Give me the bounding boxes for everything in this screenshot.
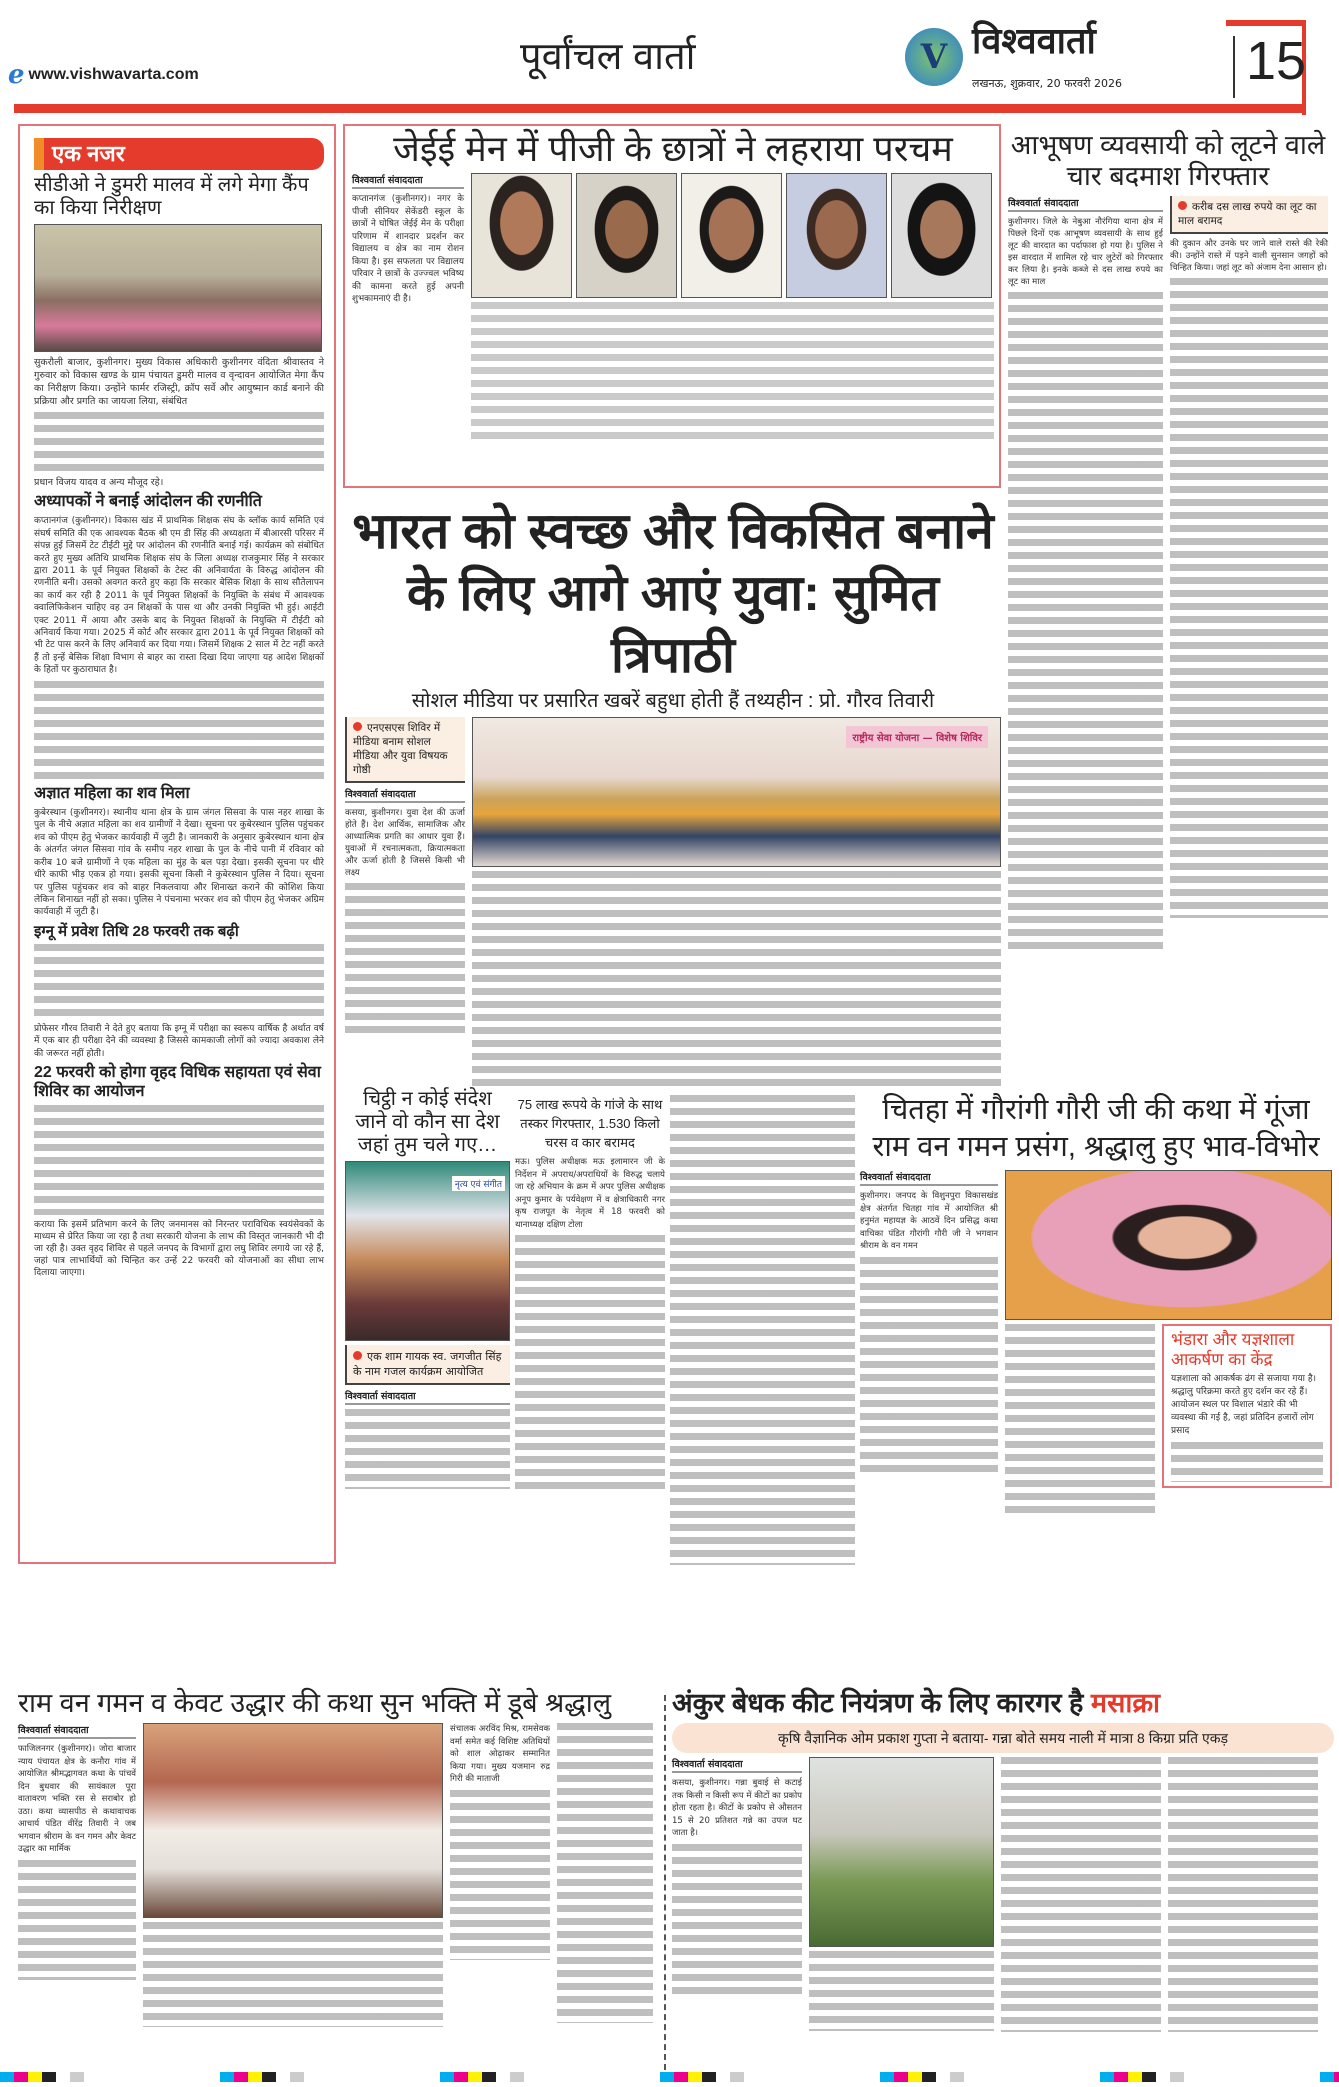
story-text: कसया, कुशीनगर। युवा देश की ऊर्जा होते हैं। देश आर्थिक, सामाजिक और आध्यात्मिक प्रगति का आधार युवा हैं। युवाओं में रचनात्मकता, क्रियात्मकता और ऊर्जा होती है जिससे किसी भी लक्ष्य	[345, 808, 465, 878]
story-text-lines	[34, 681, 324, 781]
highlight-box: एनएसएस शिविर में मीडिया बनाम सोशल मीडिया और युवा विषयक गोष्ठी	[345, 717, 465, 783]
bullet-icon	[353, 722, 362, 731]
headline: चिट्ठी न कोई संदेश जाने वो कौन सा देश जहां तुम चले गए…	[355, 1088, 500, 1156]
print-color-bar	[0, 2072, 1339, 2082]
story-text-lines	[345, 1409, 510, 1489]
story-text: प्रोफेसर गौरव तिवारी ने देते हुए बताया कि इग्नू में परीक्षा का स्वरूप वार्षिक है अर्थात वर्ष में एक बार ही परीक्षा देने की व्यवस्था है जिससे कामकाजी लोगों को ज्यादा अवकाश लेने की जरूरत नहीं होती।	[34, 1023, 324, 1059]
highlight-box: एक शाम गायक स्व. जगजीत सिंह के नाम गजल कार्यक्रम आयोजित	[345, 1345, 510, 1385]
headline: राम वन गमन व केवट उद्धार की कथा सुन भक्ति में डूबे श्रद्धालु	[18, 1688, 612, 1718]
headline: अध्यापकों ने बनाई आंदोलन की रणनीति	[34, 493, 262, 510]
lead-headline: भारत को स्वच्छ और विकसित बनाने के लिए आगे आएं युवा: सुमित त्रिपाठी	[352, 503, 994, 683]
story-text: संचालक अरविंद मिश्र, रामसेवक वर्मा समेत कई विशिष्ट अतिथियों को शाल ओढ़ाकर सम्मानित किया गया। मुख्य यजमान रुद्र गिरी की माताजी	[450, 1724, 550, 1785]
byline: विश्ववार्ता संवाददाता	[672, 1757, 802, 1773]
story-text-lines	[1170, 278, 1328, 918]
byline: विश्ववार्ता संवाददाता	[345, 787, 465, 803]
headline: अज्ञात महिला का शव मिला	[34, 784, 190, 802]
ghazal-event-photo	[345, 1161, 510, 1341]
byline: विश्ववार्ता संवाददाता	[352, 173, 464, 189]
ganja-story	[515, 1095, 665, 1495]
byline: विश्ववार्ता संवाददाता	[1008, 196, 1163, 212]
story-text-lines	[1005, 1324, 1155, 1514]
story-text-lines	[345, 883, 465, 1033]
story-text-lines	[1001, 1757, 1161, 2032]
brand-logo-icon: V	[905, 28, 963, 86]
story-text-lines	[472, 871, 1001, 1086]
headline: सीडीओ ने डुमरी मालव में लगे मेगा कैंप का किया निरीक्षण	[34, 174, 309, 219]
story-text-lines	[860, 1257, 998, 1477]
story-text-lines	[143, 1922, 443, 2027]
story-text: सुकरौली बाजार, कुशीनगर। मुख्य विकास अधिकारी कुशीनगर वंदिता श्रीवास्तव ने गुरुवार को विकास खण्ड के ग्राम पंचायत डुमरी मालव व वृन्दावन आयोजित मेगा कैंप का निरीक्षण किया। उन्होंने फार्मर रजिस्ट्री, क्रॉप सर्वे और आयुष्मान कार्ड बनाने की प्रक्रिया और प्रगति का जायजा लिया, संबंधित	[34, 357, 324, 407]
robbery-story	[1008, 130, 1328, 952]
left-column	[34, 138, 324, 1279]
page-number-box	[1226, 20, 1306, 115]
student-photo	[471, 173, 572, 298]
brand-name: विश्ववार्ता	[972, 20, 1096, 61]
student-photo	[891, 173, 992, 298]
website-link[interactable]: e www.vishwavarta.com	[8, 60, 199, 90]
story-text-lines	[1171, 1442, 1323, 1482]
scientist-photo	[809, 1757, 994, 1947]
bullet-icon	[1178, 201, 1187, 210]
story-text: प्रधान विजय यादव व अन्य मौजूद रहे।	[34, 477, 164, 488]
sidebar-headline: भंडारा और यज्ञशाला आकर्षण का केंद्र	[1171, 1330, 1295, 1369]
story-text-lines	[515, 1235, 665, 1495]
story-text-lines	[1008, 292, 1163, 952]
story-text: कसया, कुशीनगर। गन्ना बुवाई से कटाई तक किसी न किसी रूप में कीटों का प्रकोप होता रहता है। कीटों के प्रकोप से औसतन 15 से 20 प्रतिशत गन्ने का उपज घट जाता है।	[672, 1778, 802, 1839]
banner-text: नृत्य एवं संगीत	[452, 1176, 505, 1191]
headline: 22 फरवरी को होगा वृहद विधिक सहायता एवं सेवा शिविर का आयोजन	[34, 1064, 321, 1100]
story-text: मऊ। पुलिस अधीक्षक मऊ इलामारन जी के निर्देशन में अपराध/अपराधियों के विरुद्ध चलाये जा रहे अभियान के क्रम में अपर पुलिस अधीक्षक अनूप कुमार के पर्यवेक्षण में व क्षेत्राधिकारी नगर कृष राजपूत के नेतृत्व में 18 फरवरी को थानाध्यक्ष दक्षिण टोला	[515, 1157, 665, 1230]
header-rule	[14, 104, 1306, 113]
story-text: फाजिलनगर (कुशीनगर)। जोरा बाजार न्याय पंचायत क्षेत्र के कनौरा गांव में आयोजित श्रीमद्भागवत कथा के पांचवें दिन बुधवार की सायंकाल पूरा वातावरण भक्ति रस से सराबोर हो उठा। कथा व्यासपीठ से कथावाचक आचार्य पंडित वीरेंद्र तिवारी ने जब भगवान श्रीराम के वन गमन और केवट उद्धार का मार्मिक	[18, 1744, 136, 1855]
story-text-lines	[809, 1951, 994, 2031]
story-text-lines	[670, 1095, 855, 1565]
sidebar-box	[1162, 1324, 1332, 1488]
section-title: पूर्वांचल वार्ता	[520, 36, 696, 78]
story-text-lines	[18, 1860, 136, 1980]
story-text-lines	[34, 412, 324, 472]
bullet-icon	[353, 1351, 362, 1360]
column-divider	[664, 1695, 666, 2080]
headline: जेईई मेन में पीजी के छात्रों ने लहराया परचम	[393, 128, 953, 169]
nss-camp-photo	[472, 717, 1001, 867]
story-text-lines	[672, 1844, 802, 1994]
bottom-right-story	[672, 1688, 1334, 2032]
ek-nazar-tag: एक नजर	[34, 138, 324, 170]
headline: आभूषण व्यवसायी को लूटने वाले चार बदमाश गिरफ्तार	[1010, 130, 1326, 192]
headline: चितहा में गौरांगी गौरी जी की कथा में गूंजा राम वन गमन प्रसंग, श्रद्धालु हुए भाव-विभोर	[872, 1094, 1320, 1163]
subheadline: कृषि वैज्ञानिक ओम प्रकाश गुप्ता ने बताया- गन्ना बोते समय नाली में मात्रा 8 किग्रा प्रति एकड़	[672, 1723, 1334, 1753]
kathavachak-photo	[1005, 1170, 1332, 1320]
student-photo	[576, 173, 677, 298]
story-text: कुबेरस्थान (कुशीनगर)। स्थानीय थाना क्षेत्र के ग्राम जंगल सिसवा के पास नहर शाखा के पुल के नीचे अज्ञात महिला का शव ग्रामीणों ने देखा। सूचना पर कुबेरस्थान पुलिस पहुंचकर शव को पीएम हेतु भेजकर कार्यवाही में जुटी है। जानकारी के अनुसार कुबेरस्थान थाना क्षेत्र के अंतर्गत जंगल सिसवा गांव के समीप नहर शाखा के पुल के नीचे पानी में रविवार को करीब 10 बजे ग्रामीणों ने एक महिला का मुंह के बल पड़ा देखा। इसकी सूचना पर धीरे धीरे काफी भीड़ एकत्र हो गया। इसकी सूचना किसी ने कुबेरस्थान पुलिस ने दिया। सूचना पर पुलिस पहुंचकर शव को बाहर निकलवाया और शिनाख्त कराने की कोशिश किया लेकिन शिनाख्त नहीं हो सका। पुलिस ने पंचनामा भरकर शव को पीएम हेतु भेजकर अग्रिम कार्यवाही में जुटी है।	[34, 808, 324, 918]
story-text-lines	[1168, 1757, 1318, 2032]
youth-story	[345, 500, 1001, 1086]
headline: 75 लाख रूपये के गांजे के साथ तस्कर गिरफ्तार, 1.530 किलो चरस व कार बरामद	[517, 1097, 663, 1150]
headline: अंकुर बेधक कीट नियंत्रण के लिए कारगर है मसाक्रा	[672, 1688, 1161, 1718]
story-text: कुशीनगर। जनपद के विशुनपुरा विकासखंड क्षेत्र अंतर्गत चितहा गांव में आयोजित श्री हनुमंत महायज्ञ के आठवें दिन प्रसिद्ध कथा वाचिका पंडित गौरांगी गौरी जी ने भगवान श्रीराम के वन गमन	[860, 1191, 998, 1251]
camp-photo	[34, 224, 322, 352]
sidebar-text: यज्ञशाला को आकर्षक ढंग से सजाया गया है। श्रद्धालु परिक्रमा करते हुए दर्शन कर रहे हैं। आयोजन स्थल पर विशाल भंडारे की भी व्यवस्था की गई है, जहां प्रतिदिन हजारों लोग प्रसाद	[1171, 1374, 1317, 1437]
story-text: कप्तानगंज (कुशीनगर)। विकास खंड में प्राथमिक शिक्षक संघ के ब्लॉक कार्य समिति एवं संघर्ष समिति की एक आवश्यक बैठक श्री एम डी सिंह की अध्यक्षता में बीआरसी परिसर में संपन्न हुई जिसमें टेट टीईटी मुद्दे पर आंदोलन की रणनीति बनाई गई। कार्यक्रम को संबोधित करते हुए मुख्य अतिथि प्राथमिक शिक्षक संघ के जिला अध्यक्ष राजकुमार सिंह ने सरकार द्वारा 2011 के पूर्व नियुक्त शिक्षकों के टेस्ट की अनिवार्यता के विरुद्ध आंदोलन की रणनीति बनी। उसको अवगत करते हुए कहा कि सरकार बेसिक शिक्षा के साथ सौतेलापन का कार्य कर रही है 2011 के पूर्व नियुक्त शिक्षकों के नियुक्ति के संबंध में आवश्यक क्वालिफिकेशन चाहिए वह उन शिक्षकों के पास था और उनकी नियुक्ति भी हुई। आईटी एक्ट 2011 में आया और उसके बाद के नियुक्त शिक्षकों के नियुक्ति में टीईटी को अनिवार्य किया गया। 2025 में कोर्ट और सरकार द्वारा 2011 के पूर्व नियुक्त शिक्षकों को भी टेट पास करने के लिए अनिवार्य कर दिया गया। जिसमें शिक्षक 2 साल में टेट नहीं करते हैं तो इन्हें बेसिक शिक्षा विभाग से बाहर का रास्ता दिखा दिया जाएगा यह आदेश शिक्षकों के हितों पर कुठाराघात है।	[34, 516, 324, 676]
story-text: कराया कि इसमें प्रतिभाग करने के लिए जनमानस को निरन्तर पराविधिक स्वयंसेवकों के माध्यम से प्रेरित किया जा रहा है तथा सरकारी योजना के लाभ की विस्तृत जानकारी भी दी जा रही है। उक्त वृहद शिविर से पहले जनपद के विभागों द्वारा लघु शिविर लगाये जा रहे हैं, जहां पात्र लाभार्थियों को चिन्हित कर उन्हें 22 फरवरी को योजनाओं का सीधा लाभ दिलाया जाएगा।	[34, 1219, 324, 1278]
ghazal-story	[345, 1088, 510, 1489]
byline: विश्ववार्ता संवाददाता	[860, 1170, 998, 1186]
bottom-left-story	[18, 1688, 660, 2027]
subheadline: सोशल मीडिया पर प्रसारित खबरें बहुधा होती हैं तथ्यहीन : प्रो. गौरव तिवारी	[411, 690, 935, 712]
katha-story	[860, 1092, 1332, 1514]
byline: विश्ववार्ता संवाददाता	[18, 1723, 136, 1739]
story-text-lines	[471, 302, 994, 442]
story-text-lines	[34, 1105, 324, 1215]
banner-text: राष्ट्रीय सेवा योजना — विशेष शिविर	[846, 726, 988, 748]
dateline: लखनऊ, शुक्रवार, 20 फरवरी 2026	[972, 77, 1123, 90]
story-text: कप्तानगंज (कुशीनगर)। नगर के पीजी सीनियर सेकेंडरी स्कूल के छात्रों ने घोषित जेईई मेन के परीक्षा परिणाम में शानदार प्रदर्शन कर विद्यालय व क्षेत्र का नाम रोशन किया है। इस सफलता पर विद्यालय परिवार ने छात्रों के उज्ज्वल भविष्य की कामना करते हुई अपनी शुभकामनाएं दी है।	[352, 194, 464, 305]
story-text: की दुकान और उनके घर जाने वाले रास्ते की रेकी की। उन्होंने रास्ते में पड़ने वाली सुनसान जगहों को चिन्हित किया। जहां लूट को अंजाम देना आसान हो।	[1170, 239, 1328, 274]
story-text-lines	[557, 1723, 653, 2023]
page-number: 15	[1246, 31, 1307, 91]
browser-e-icon: e	[8, 60, 25, 90]
student-photo	[786, 173, 887, 298]
jee-story	[352, 128, 994, 442]
headline: इग्नू में प्रवेश तिथि 28 फरवरी तक बढ़ी	[34, 922, 239, 940]
story-text-lines	[450, 1790, 550, 1960]
byline: विश्ववार्ता संवाददाता	[345, 1389, 510, 1405]
story-text: कुशीनगर। जिले के नेबुआ नौरंगिया थाना क्षेत्र में पिछले दिनों एक आभूषण व्यवसायी के साथ हुई लूट की वारदात का पर्दाफाश हो गया है। पुलिस ने इस वारदात में शामिल रहे चार लुटेरों को गिरफ्तार कर लिया है। इनके कब्जे से दस लाख रुपये का लूट का माल	[1008, 217, 1163, 288]
student-photo	[681, 173, 782, 298]
katha-event-photo	[143, 1723, 443, 1918]
story-text-lines	[34, 944, 324, 1019]
highlight-box: करीब दस लाख रुपये का लूट का माल बरामद	[1170, 196, 1328, 234]
